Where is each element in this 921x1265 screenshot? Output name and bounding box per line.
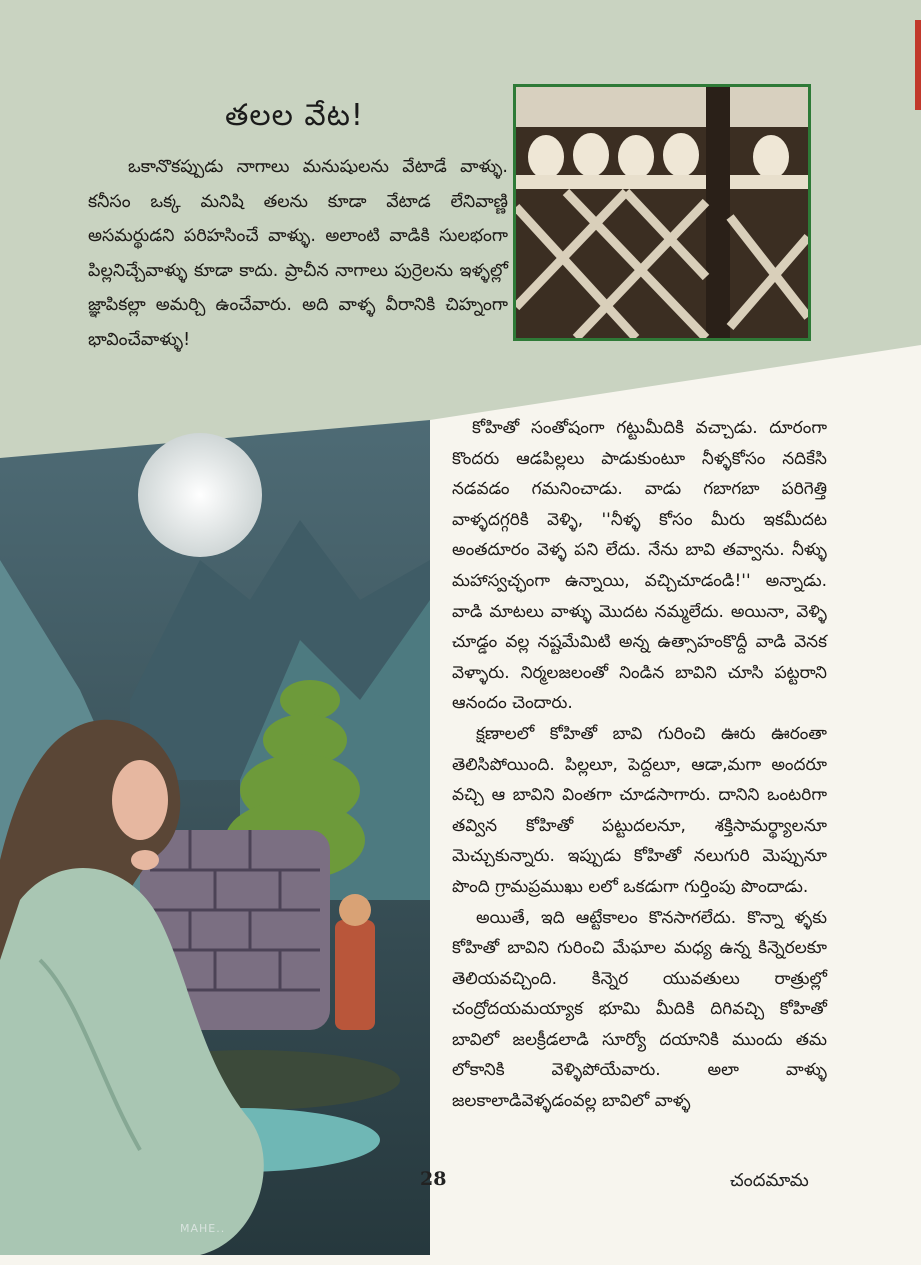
story-paragraph: అయితే, ఇది ఆట్టేకాలం కొనసాగలేదు. కొన్నా ళ్ళకు కోహితో బావిని గురించి మేఘాల మధ్య ఉన్న కిన్నెరలకూ తెలియవచ్చింది. కిన్నెర యువతులు రాత్రుల్లో చంద్రోదయమయ్యాక భూమి మీదికి దిగివచ్చి కోహితో బావిలో జలక్రీడలాడి సూర్యో దయానికి ముందు తమ లోకానికి వెళ్ళిపోయేవారు. అలా వాళ్ళు జలకాలాడివెళ్ళడంవల్ల బావిలో వాళ్ళ [452, 907, 827, 1112]
page-number: 28 [420, 1168, 447, 1190]
magazine-name: చందమామ [730, 1170, 809, 1191]
sidebar-text: ఒకానొకప్పుడు నాగాలు మనుషులను వేటాడే వాళ్ళు. కనీసం ఒక్క మనిషి తలను కూడా వేటాడ లేనివాణ్ణి అసమర్థుడని పరిహసించే వాళ్ళు. అలాంటి వాడికి సులభంగా పిల్లనిచ్చేవాళ్ళు కూడా కాదు. ప్రాచీన నాగాలు పుర్రెలను ఇళ్ళల్లో జ్ఞాపికల్లా అమర్చి ఉంచేవారు. అది వాళ్ళ వీరానికి చిహ్నంగా భావించేవాళ్ళు! [88, 157, 508, 350]
story-text [452, 413, 827, 1117]
page-edge-mark [915, 20, 921, 110]
moonlit-well-maiden-illustration-icon [0, 0, 430, 1265]
artist-signature: MAHE.. [180, 1222, 226, 1235]
story-paragraph: క్షణాలలో కోహితో బావి గురించి ఊరు ఊరంతా తెలిసిపోయింది. పిల్లలూ, పెద్దలూ, ఆడా,మగా అందరూ వచ్చి ఆ బావిని వింతగా చూడసాగారు. దానిని ఒంటరిగా తవ్విన కోహితో పట్టుదలనూ, శక్తిసామర్థ్యాలనూ మెచ్చుకున్నారు. ఇప్పుడు కోహితో నలుగురి మెప్పునూ పొంది గ్రామప్రముఖు లలో ఒకడుగా గుర్తింపు పొందాడు. [452, 723, 827, 897]
story-paragraph: కోహితో సంతోషంగా గట్టుమీదికి వచ్చాడు. దూరంగా కొందరు ఆడపిల్లలు పాడుకుంటూ నీళ్ళకోసం నదికేసి నడవడం గమనించాడు. వాడు గబాగబా పరిగెత్తి వాళ్ళదగ్గరికి వెళ్ళి, ''నీళ్ళ కోసం మీరు ఇకమీదట అంతదూరం వెళ్ళ పని లేదు. నేను బావి తవ్వాను. నీళ్ళు మహాస్వచ్ఛంగా ఉన్నాయి, వచ్చిచూడండి!'' అన్నాడు. వాడి మాటలు వాళ్ళు మొదట నమ్మలేదు. అయినా, వెళ్ళి చూడ్డం వల్ల నష్టమేమిటి అన్న ఉత్సాహంకొద్దీ వాడి వెనక వెళ్ళారు. నిర్మలజలంతో నిండిన బావిని చూసి పట్టరాని ఆనందం చెందారు. [452, 418, 827, 714]
sidebar-title: తలల వేట! [225, 98, 364, 133]
skull-rack-photo-icon [513, 84, 811, 341]
